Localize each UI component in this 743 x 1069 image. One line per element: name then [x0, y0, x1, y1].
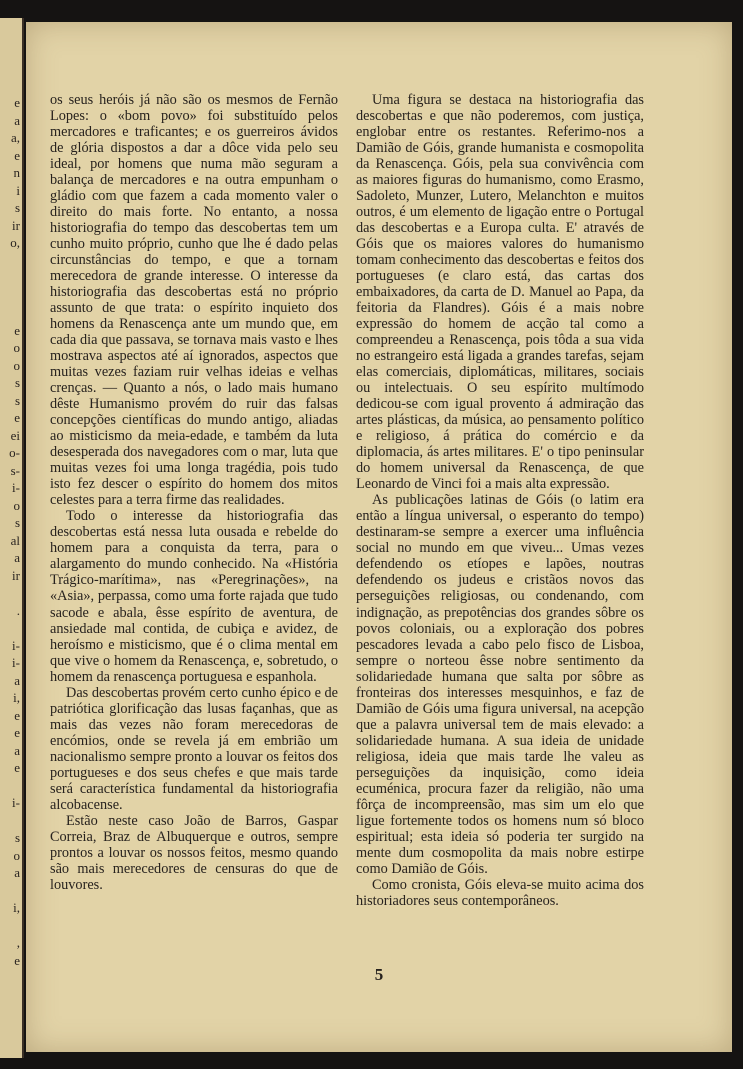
previous-page-fragment: s- [10, 462, 20, 478]
previous-page-fragment: , [16, 935, 20, 950]
previous-page-fragment: o [13, 340, 20, 355]
previous-page-fragment: e [14, 147, 20, 163]
previous-page-fragment: e [14, 725, 20, 740]
previous-page-fragment: i- [12, 480, 20, 495]
previous-page-fragment: s [14, 830, 20, 845]
previous-page-fragment: a [14, 550, 20, 565]
previous-page-fragment: i, [13, 690, 20, 705]
previous-page-fragment: e [14, 322, 20, 338]
previous-page-fragment: o [13, 847, 20, 863]
previous-page-fragment: ir [12, 567, 20, 583]
previous-page-fragment: o [13, 357, 20, 373]
paragraph: Como cronista, Góis eleva-se muito acima dos historiadores seus contemporâneos. [356, 876, 644, 909]
previous-page-fragment: e [14, 760, 20, 775]
previous-page-fragment: ei [10, 427, 20, 443]
previous-page-fragment: i- [12, 795, 20, 810]
previous-page-fragment: e [14, 707, 20, 723]
previous-page-fragment: o [13, 497, 20, 513]
previous-page-fragment: n [13, 165, 20, 180]
previous-page-fragment: a [14, 742, 20, 758]
left-column [50, 92, 338, 893]
previous-page-fragment: ir [12, 217, 20, 233]
previous-page-fragment: s [14, 515, 20, 530]
previous-page-fragment: a, [10, 130, 20, 145]
paragraph: os seus heróis já não são os mesmos de Fernão Lopes: o «bom povo» foi substituído pelos mercadores e traficantes; e os guerreiros ávidos de glória dispostos a dar a dôce vida pelo seu ideal, por homens que numa mão seguram a balança de mercadores e na outra empunham o gládio com que fazem a cada momento valer o direito do mais forte. No entanto, a nossa historiografia do tempo das descobertas tem um cunho muito próprio, cunho que lhe é dado pelas circunstâncias do tempo, e que a tornam merecedora de grande interesse. O interesse da historiografia das descobertas está no próprio assunto de que trata: o espírito inquieto dos homens da Renascença ante um mundo que, em cada dia que passava, se tornava mais vasto e lhes mostrava aspectos até aí ignorados, aspectos que muitas vezes faziam ruir velhas ideias e velhas crenças. — Quanto a nós, o lado mais humano dêste Humanismo provém do ruir das falsas concepções científicas do mundo antigo, aliadas ao misticismo da meia-edade, e também da luta desesperada dos navegadores com o mar, luta que muitas vezes foi uma longa tragédia, pois tudo isto fez descer o espírito do homem dos mitos celestes para a terra firme das realidades. [50, 92, 338, 509]
paragraph: Todo o interesse da historiografia das descobertas está nessa luta ousada e rebelde do homem para a conquista da terra, para o alargamento do mundo conhecido. Na «História Trágico-marítima», nas «Peregrinações», na «Asia», perpassa, como uma forte rajada que tudo sacode e abala, êsse espírito de aventura, de ansiedade mal contida, de cubiça e avidez, de heroísmo e misticismo, que é o clima mental em que vive o homem da Renascença, e, sobretudo, o homem da renascença portuguesa e espanhola. [50, 508, 338, 685]
right-column [356, 92, 644, 909]
previous-page-fragment: a [14, 865, 20, 880]
paragraph: As publicações latinas de Góis (o latim era então a língua universal, o esperanto do tempo) destinaram-se sempre a exercer uma influência social no mundo em que viveu... Umas vezes defendendo os etíopes e lapões, noutras defendendo os judeus e cristãos novos das perseguições religiosas, ou condenando, com indignação, as prepotências dos grandes sôbre os povos coloniais, ou a exploração dos pobres pescadores levada a cabo pelo fisco de Lisboa, sempre o norteou êsse nobre sentimento da solidariedade humana que salta por sôbre as fronteiras dos interesses mesquinhos, e faz de Damião de Góis uma figura universal, na acepção que a palavra universal tem de mais elevado: a solidariedade humana. A sua ideia de unidade religiosa, ideia que mais tarde lhe valeu as perseguições da inquisição, como ideia ecuménica, procura fazer da religião, não uma fôrça de incompreensão, mas sim um elo que ligue fortemente todos os homens num só bloco espiritual; esta ideia só poderia ter surgido na mente dum cosmopolita da mais nobre estirpe como Damião de Góis. [356, 492, 644, 877]
paragraph: Estão neste caso João de Barros, Gaspar Correia, Braz de Albuquerque e outros, sempre prontos a louvar os nossos feitos, mesmo quando são mais merecedores de censuras do que de louvores. [50, 812, 338, 893]
previous-page-fragment: i- [12, 637, 20, 653]
previous-page-fragment: i, [13, 900, 20, 915]
previous-page-fragment: a [14, 672, 20, 688]
previous-page-fragment: al [10, 532, 20, 548]
book-page [26, 22, 732, 1052]
previous-page-fragment: o, [10, 235, 20, 250]
previous-page-fragment: a [14, 112, 20, 128]
paragraph: Das descobertas provém certo cunho épico e de patriótica glorificação das lusas façanhas, que as mais das vezes não foram merecedoras de encómios, onde se revela já em embrião um nacionalismo sempre pronto a louvar os feitos dos portugueses e dos seus chefes e que mais tarde será característica fundamental da historiografia alcobacense. [50, 684, 338, 813]
previous-page-fragment: s [14, 392, 20, 408]
page-number: 5 [374, 965, 384, 984]
previous-page-fragment: s [14, 200, 20, 215]
previous-page-fragment: i [16, 182, 20, 198]
previous-page-fragment: e [14, 410, 20, 425]
previous-page-edge [0, 18, 24, 1058]
paragraph: Uma figura se destaca na historiografia das descobertas e que não poderemos, com justiça, englobar entre os restantes. Referimo-nos a Damião de Góis, grande humanista e cosmopolita da Renascença. Góis, pela sua convivência com as maiores figuras do humanismo, como Erasmo, Sadoleto, Munzer, Lutero, Melanchton e muitos outros, é um elemento de ligação entre o Portugal das descobertas e a Europa culta. E' através de Góis que os maiores valores do humanismo tomam conhecimento das descobertas e feitos dos portugueses (e claro está, das cartas dos embaixadores, da carta de D. Manuel ao Papa, da feitoria da Flandres). Góis é a mais nobre expressão do homem de acção tal como a compreendeu a Renascença, pois tôda a sua vida no estrangeiro está ligada a grandes tarefas, sejam elas comerciais, diplomáticas, militares, sociais ou intelectuais. O seu espírito multímodo dedicou-se com igual provento á admiração das artes plásticas, da música, ao pensamento político e religioso, á prática do comércio e da diplomacia, ás artes militares. E' o tipo peninsular do homem universal da Renascença, de que Leonardo de Vinci foi a mais alta expressão. [356, 92, 644, 493]
previous-page-fragment: . [16, 602, 20, 618]
previous-page-fragment: e [14, 952, 20, 968]
previous-page-fragment: i- [12, 655, 20, 670]
previous-page-fragment: e [14, 95, 20, 110]
previous-page-fragment: o- [9, 445, 20, 460]
previous-page-fragment: s [14, 375, 20, 390]
